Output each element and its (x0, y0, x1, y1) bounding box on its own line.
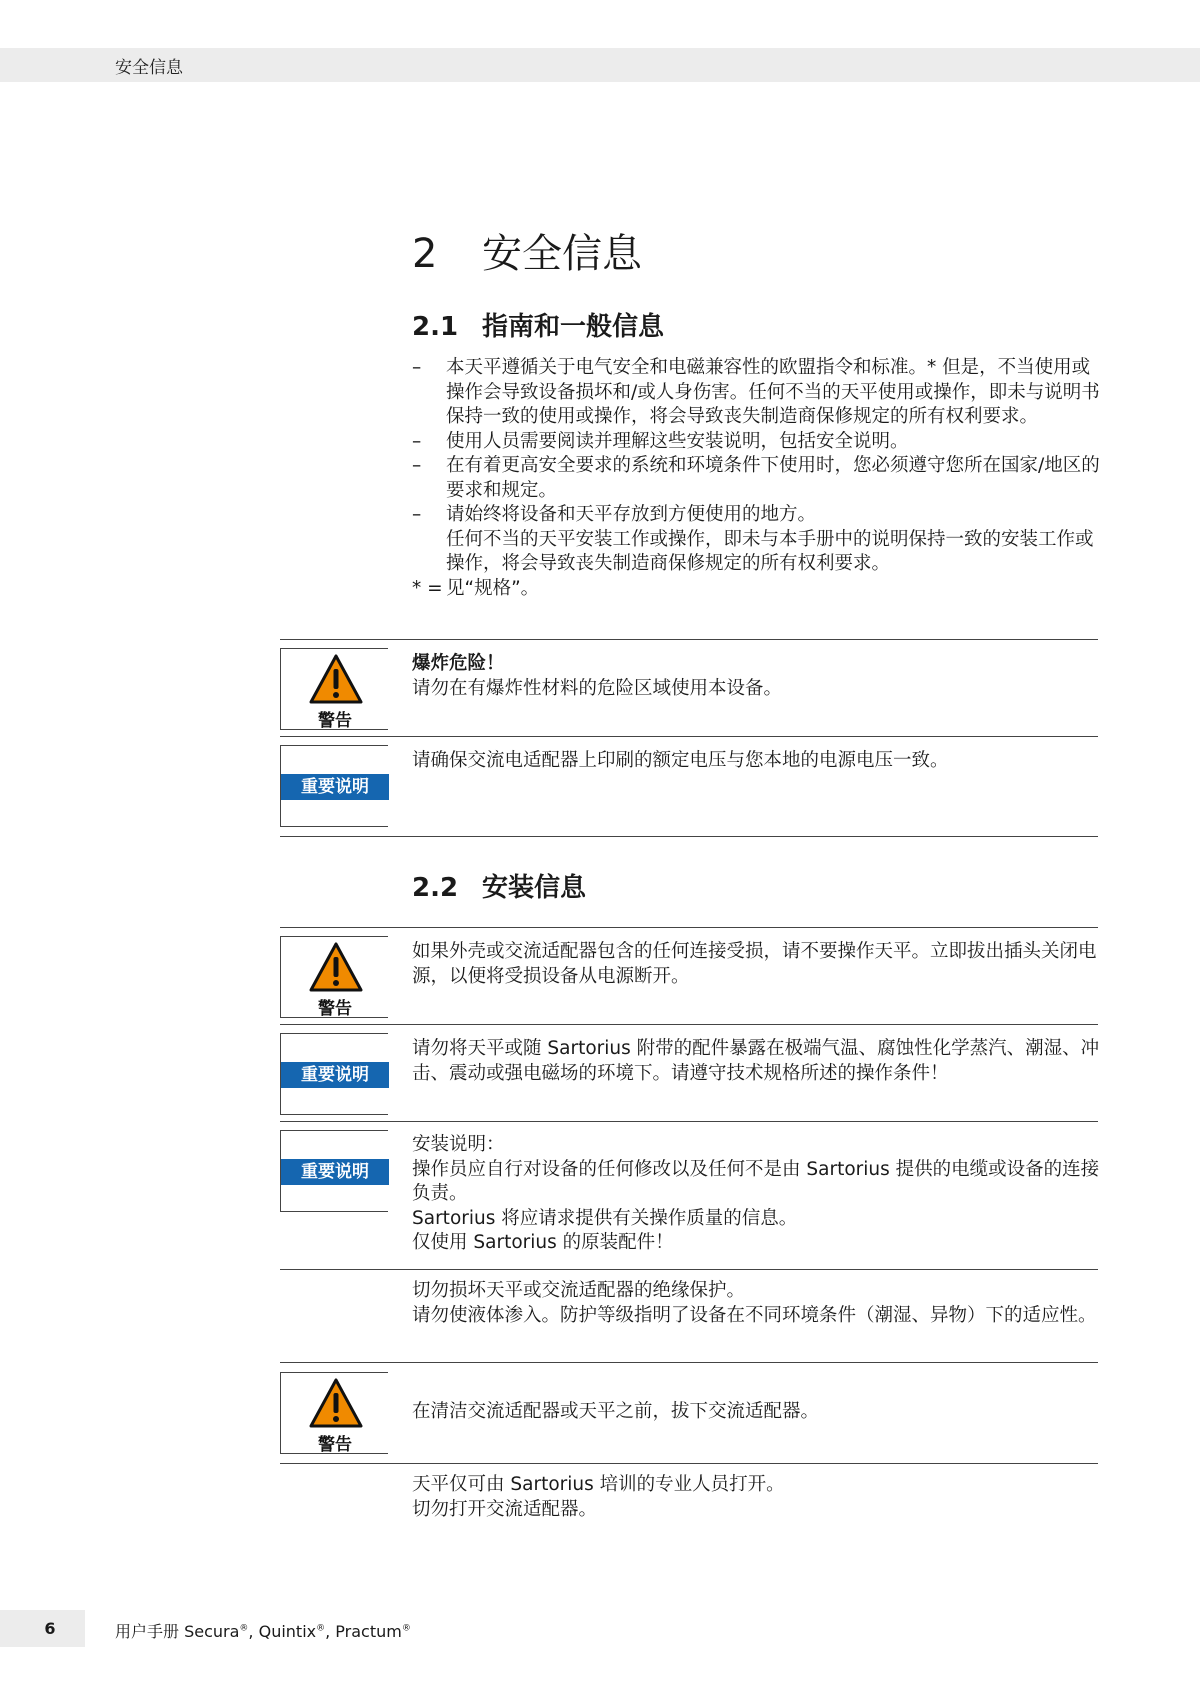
exposure-notice-text: 请勿将天平或随 Sartorius 附带的配件暴露在极端气温、腐蚀性化学蒸汽、潮湿、冲击、震动或强电磁场的环境下。请遵守技术规格所述的操作条件！ (412, 1038, 1100, 1084)
registered-mark: ® (316, 1623, 326, 1634)
important-icon-box (280, 1033, 388, 1115)
list-item (412, 356, 1102, 430)
section-title: 安装信息 (482, 873, 587, 903)
footer-text: 用户手册 Secura (115, 1622, 240, 1641)
footnote-marker: * = (412, 577, 443, 599)
list-dash: – (412, 504, 422, 525)
divider (280, 736, 1098, 737)
installation-note (412, 1133, 1102, 1256)
section-heading-2-2 (412, 867, 586, 904)
divider (280, 639, 1098, 640)
insulation-line: 请勿使液体渗入。防护等级指明了设备在不同环境条件（潮湿、异物）下的适应性。 (412, 1304, 1097, 1326)
chapter-heading (412, 222, 642, 279)
divider (280, 1463, 1098, 1464)
list-item (412, 503, 1102, 528)
footnote-text: 见“规格”。 (446, 577, 540, 599)
list-item-text: 本天平遵循关于电气安全和电磁兼容性的欧盟指令和标准。* 但是，不当使用或操作会导致设备损坏和/或人身伤害。任何不当的天平使用或操作，即未与说明书保持一致的使用或操作，将会导致丧失制造商保修规定的所有权利要求。 (446, 357, 1100, 427)
warning-icon-box (280, 1372, 388, 1454)
warning-icon-box (280, 648, 388, 730)
section-title: 指南和一般信息 (482, 312, 665, 342)
warning-triangle-icon (308, 653, 364, 705)
important-label: 重要说明 (281, 1062, 389, 1088)
divider (280, 1121, 1098, 1122)
install-note-line: 仅使用 Sartorius 的原装配件！ (412, 1232, 674, 1253)
warning-label: 警告 (318, 711, 352, 731)
warning-label: 警告 (318, 1435, 352, 1455)
opening-line: 切勿打开交流适配器。 (412, 1498, 598, 1520)
insulation-line: 切勿损坏天平或交流适配器的绝缘保护。 (412, 1280, 746, 1301)
install-note-line: Sartorius 将应请求提供有关操作质量的信息。 (412, 1207, 798, 1229)
continuation-text: 任何不当的天平安装工作或操作，即未与本手册中的说明保持一致的安装工作或操作，将会导致丧失制造商保修规定的所有权利要求。 (446, 528, 1094, 574)
footer-text: , Quintix (248, 1622, 317, 1641)
chapter-number: 2 (412, 231, 438, 277)
list-item-text: 请始终将设备和天平存放到方便使用的地方。 (446, 504, 817, 525)
list-dash: – (412, 430, 422, 452)
list-dash: – (412, 455, 422, 476)
section-number: 2.1 (412, 312, 459, 342)
warning-triangle-icon (308, 1377, 364, 1429)
cleaning-warning-text: 在清洁交流适配器或天平之前，拔下交流适配器。 (412, 1401, 820, 1422)
warning-icon-box (280, 936, 388, 1018)
list-dash: – (412, 357, 422, 378)
divider (280, 927, 1098, 928)
explosion-text: 请勿在有爆炸性材料的危险区域使用本设备。 (412, 677, 783, 699)
section-heading-2-1 (412, 306, 664, 343)
divider (280, 1362, 1098, 1363)
list-item-text: 使用人员需要阅读并理解这些安装说明，包括安全说明。 (446, 430, 909, 452)
divider (280, 1024, 1098, 1025)
opening-text (412, 1473, 1102, 1522)
list-item (412, 430, 1102, 455)
explosion-warning-text (412, 652, 1102, 701)
divider (280, 836, 1098, 837)
important-label: 重要说明 (281, 774, 389, 800)
important-icon-box (280, 1130, 388, 1212)
registered-mark: ® (239, 1623, 249, 1634)
divider (280, 1269, 1098, 1270)
registered-mark: ® (401, 1623, 411, 1634)
install-note-title: 安装说明： (412, 1134, 505, 1155)
page-number: 6 (44, 1619, 56, 1638)
footer-title (115, 1619, 411, 1642)
section-number: 2.2 (412, 873, 459, 903)
footer-text: , Practum (325, 1622, 402, 1641)
list-item (412, 454, 1102, 503)
install-note-line: 操作员应自行对设备的任何修改以及任何不是由 Sartorius 提供的电缆或设备的连接负责。 (412, 1158, 1100, 1204)
list-item-text: 在有着更高安全要求的系统和环境条件下使用时，您必须遵守您所在国家/地区的要求和规定。 (446, 455, 1100, 501)
guideline-list (412, 356, 1102, 601)
important-icon-box (280, 745, 388, 827)
voltage-notice-text: 请确保交流电适配器上印刷的额定电压与您本地的电源电压一致。 (412, 750, 949, 771)
important-label: 重要说明 (281, 1159, 389, 1185)
running-header: 安全信息 (115, 58, 183, 78)
warning-label: 警告 (318, 999, 352, 1019)
explosion-title: 爆炸危险！ (412, 653, 505, 674)
opening-line: 天平仅可由 Sartorius 培训的专业人员打开。 (412, 1474, 785, 1495)
footnote (412, 577, 1102, 602)
damage-warning-text: 如果外壳或交流适配器包含的任何连接受损，请不要操作天平。立即拔出插头关闭电源，以便将受损设备从电源断开。 (412, 941, 1097, 987)
insulation-text (412, 1279, 1102, 1328)
chapter-title: 安全信息 (482, 231, 642, 277)
list-continuation (412, 528, 1102, 577)
warning-triangle-icon (308, 941, 364, 993)
